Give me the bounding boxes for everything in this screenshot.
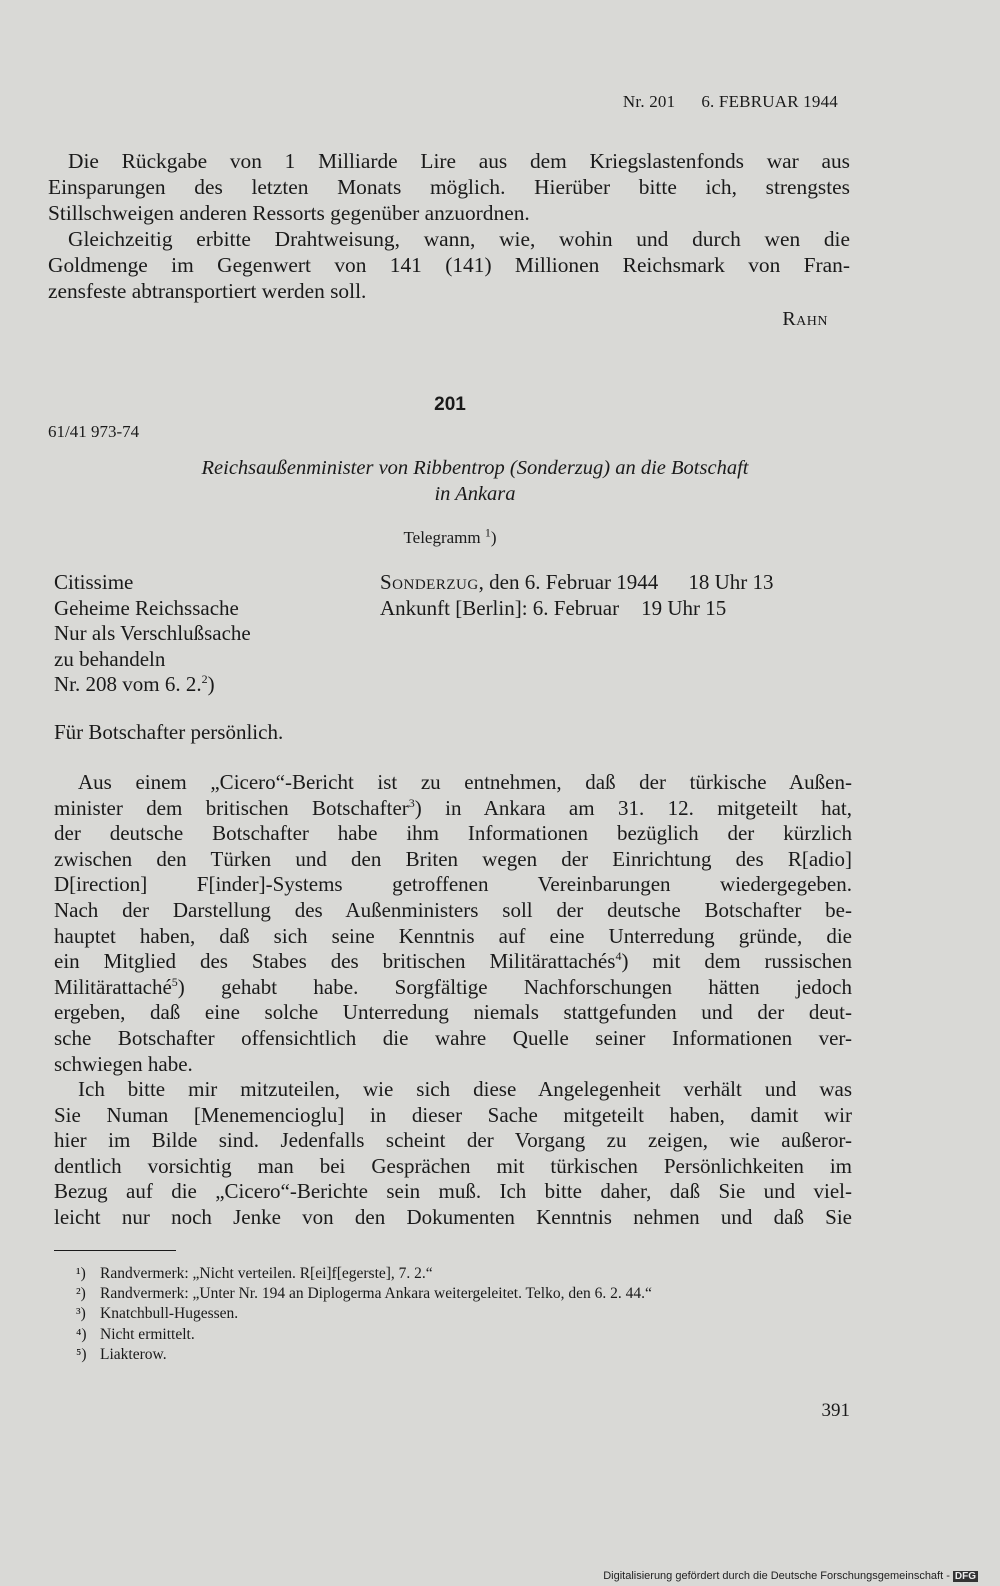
footnote	[76, 1304, 652, 1324]
body-paragraph-2	[54, 1077, 852, 1231]
footnote	[76, 1284, 652, 1304]
document-type-label: Telegramm	[403, 528, 481, 547]
origin: Sonderzug	[380, 570, 479, 594]
footnote	[76, 1345, 652, 1365]
footnote-mark: ³)	[76, 1305, 86, 1323]
footnote-ref: 5	[171, 974, 178, 989]
document-type: Telegramm $^1$)	[403, 525, 497, 547]
page-number: 391	[821, 1400, 850, 1421]
running-head	[623, 92, 838, 112]
footnote-text: Nicht ermittelt.	[100, 1325, 195, 1343]
arrival-date: Ankunft [Berlin]: 6. Februar	[380, 595, 620, 620]
footnotes	[76, 1264, 652, 1365]
transmission-block	[380, 570, 773, 621]
dfg-logo: DFG	[954, 1571, 976, 1582]
text-line: ergeben, daß eine solche Unterredung niemals stattgefunden und der deut-	[54, 1000, 852, 1025]
heading-line: in Ankara	[434, 483, 516, 505]
heading-line: Reichsaußenminister von Ribbentrop (Sonderzug) an die Botschaft	[201, 457, 749, 479]
text-line: D[irection] F[inder]-Systems getroffenen Vereinbarungen wiedergegeben.	[54, 872, 852, 897]
footnote-divider	[54, 1250, 176, 1251]
classification-line: Citissime	[54, 570, 134, 594]
document-heading	[48, 455, 902, 507]
text-line: Goldmenge im Gegenwert von 141 (141) Millionen Reichsmark von Fran-	[48, 253, 850, 277]
text-line: zwischen den Türken und den Briten wegen der Einrichtung des R[adio]	[54, 846, 852, 871]
text-line: Die Rückgabe von 1 Milliarde Lire aus dem Kriegslastenfonds war aus	[68, 149, 850, 173]
text-line: dentlich vorsichtig man bei Gesprächen mit türkischen Persönlichkeiten im	[54, 1153, 852, 1178]
body-paragraph-1	[54, 770, 852, 1077]
text-line: der deutsche Botschafter habe ihm Informationen bezüglich der kürzlich	[54, 821, 852, 846]
funding-text: Digitalisierung gefördert durch die Deutsche Forschungsgemeinschaft -	[603, 1570, 950, 1582]
footnote-text: Randvermerk: „Nicht verteilen. R[ei]f[egerste], 7. 2.“	[100, 1265, 433, 1282]
text-line: hier im Bilde sind. Jedenfalls scheint der Vorgang zu zeigen, wie außeror-	[54, 1128, 852, 1153]
sent-date: , den 6. Februar 1944	[478, 570, 659, 594]
funding-note	[603, 1570, 978, 1582]
text-line: ein Mitglied des Stabes des britischen Militärattachés$^4$) mit dem russischen	[54, 949, 853, 974]
running-head-date: 6. FEBRUAR 1944	[701, 92, 838, 111]
classification-line: Nr. 208 vom 6. 2.$^2$)	[54, 672, 215, 697]
text-line: Einsparungen des letzten Monats möglich. Hierüber bitte ich, strengstes	[48, 175, 850, 199]
classification-line: Geheime Reichssache	[54, 595, 239, 620]
footnote-ref: 1	[484, 525, 491, 540]
arrival-line	[380, 596, 773, 622]
footnote	[76, 1264, 652, 1284]
intro-paragraph-2	[48, 226, 850, 304]
text-line: Aus einem „Cicero“-Bericht ist zu entnehmen, daß der türkische Außen-	[78, 770, 852, 794]
text-line: Ich bitte mir mitzuteilen, wie sich diese Angelegenheit verhält und was	[78, 1077, 852, 1101]
text-line: Gleichzeitig erbitte Drahtweisung, wann, wie, wohin und durch wen die	[68, 227, 850, 251]
signature: Rahn	[782, 308, 828, 330]
text-line: Militärattaché$^5$) gehabt habe. Sorgfältige Nachforschungen hätten jedoch	[54, 974, 852, 999]
footnote-mark: ⁵)	[76, 1345, 87, 1363]
classification-line: Nur als Verschlußsache	[54, 621, 251, 646]
file-reference: 61/41 973-74	[48, 422, 140, 441]
text-line: minister dem britischen Botschafter$^3$) in Ankara am 31. 12. mitgeteilt hat,	[54, 795, 853, 820]
text-line: leicht nur noch Jenke von den Dokumenten Kenntnis nehmen und daß Sie	[54, 1204, 852, 1229]
footnote-mark: ⁴)	[76, 1325, 87, 1343]
footnote-ref: 2	[201, 672, 208, 687]
intro-paragraph-1	[48, 148, 850, 226]
sent-time: 18 Uhr 13	[688, 570, 774, 594]
footnote-mark: ¹)	[76, 1265, 86, 1282]
footnote-text: Knatchbull-Hugessen.	[100, 1305, 239, 1323]
text-line: Bezug auf die „Cicero“-Berichte sein muß. Ich bitte daher, daß Sie und viel-	[54, 1179, 852, 1204]
footnote-ref: 3	[408, 795, 415, 810]
footnote-text: Liakterow.	[100, 1345, 167, 1363]
running-head-number: Nr. 201	[622, 92, 676, 111]
text-line: hauptet haben, daß sich seine Kenntnis auf eine Unterredung gründe, die	[54, 923, 852, 948]
text-line: sche Botschafter offensichtlich die wahre Quelle seiner Informationen ver-	[54, 1025, 852, 1050]
classification-block	[54, 570, 251, 698]
text-line: schwiegen habe.	[54, 1051, 193, 1076]
text-line: Stillschweigen anderen Ressorts gegenüber anzuordnen.	[48, 201, 530, 225]
text-line: Nach der Darstellung des Außenministers soll der deutsche Botschafter be-	[54, 897, 852, 922]
text-line: Sie Numan [Menemencioglu] in dieser Sache mitgeteilt haben, damit wir	[54, 1102, 852, 1127]
arrival-time: 19 Uhr 15	[641, 595, 727, 620]
document-number: 201	[434, 394, 466, 415]
footnote	[76, 1325, 652, 1345]
footnote-ref: 4	[615, 949, 622, 964]
footnote-text: Randvermerk: „Unter Nr. 194 an Diplogerma Ankara weitergeleitet. Telko, den 6. 2. 44.“	[100, 1285, 652, 1303]
text-line: zensfeste abtransportiert werden soll.	[48, 279, 367, 303]
sent-line	[380, 570, 773, 596]
footnote-mark: ²)	[76, 1285, 86, 1303]
classification-line: zu behandeln	[54, 646, 166, 671]
salutation: Für Botschafter persönlich.	[54, 720, 284, 744]
